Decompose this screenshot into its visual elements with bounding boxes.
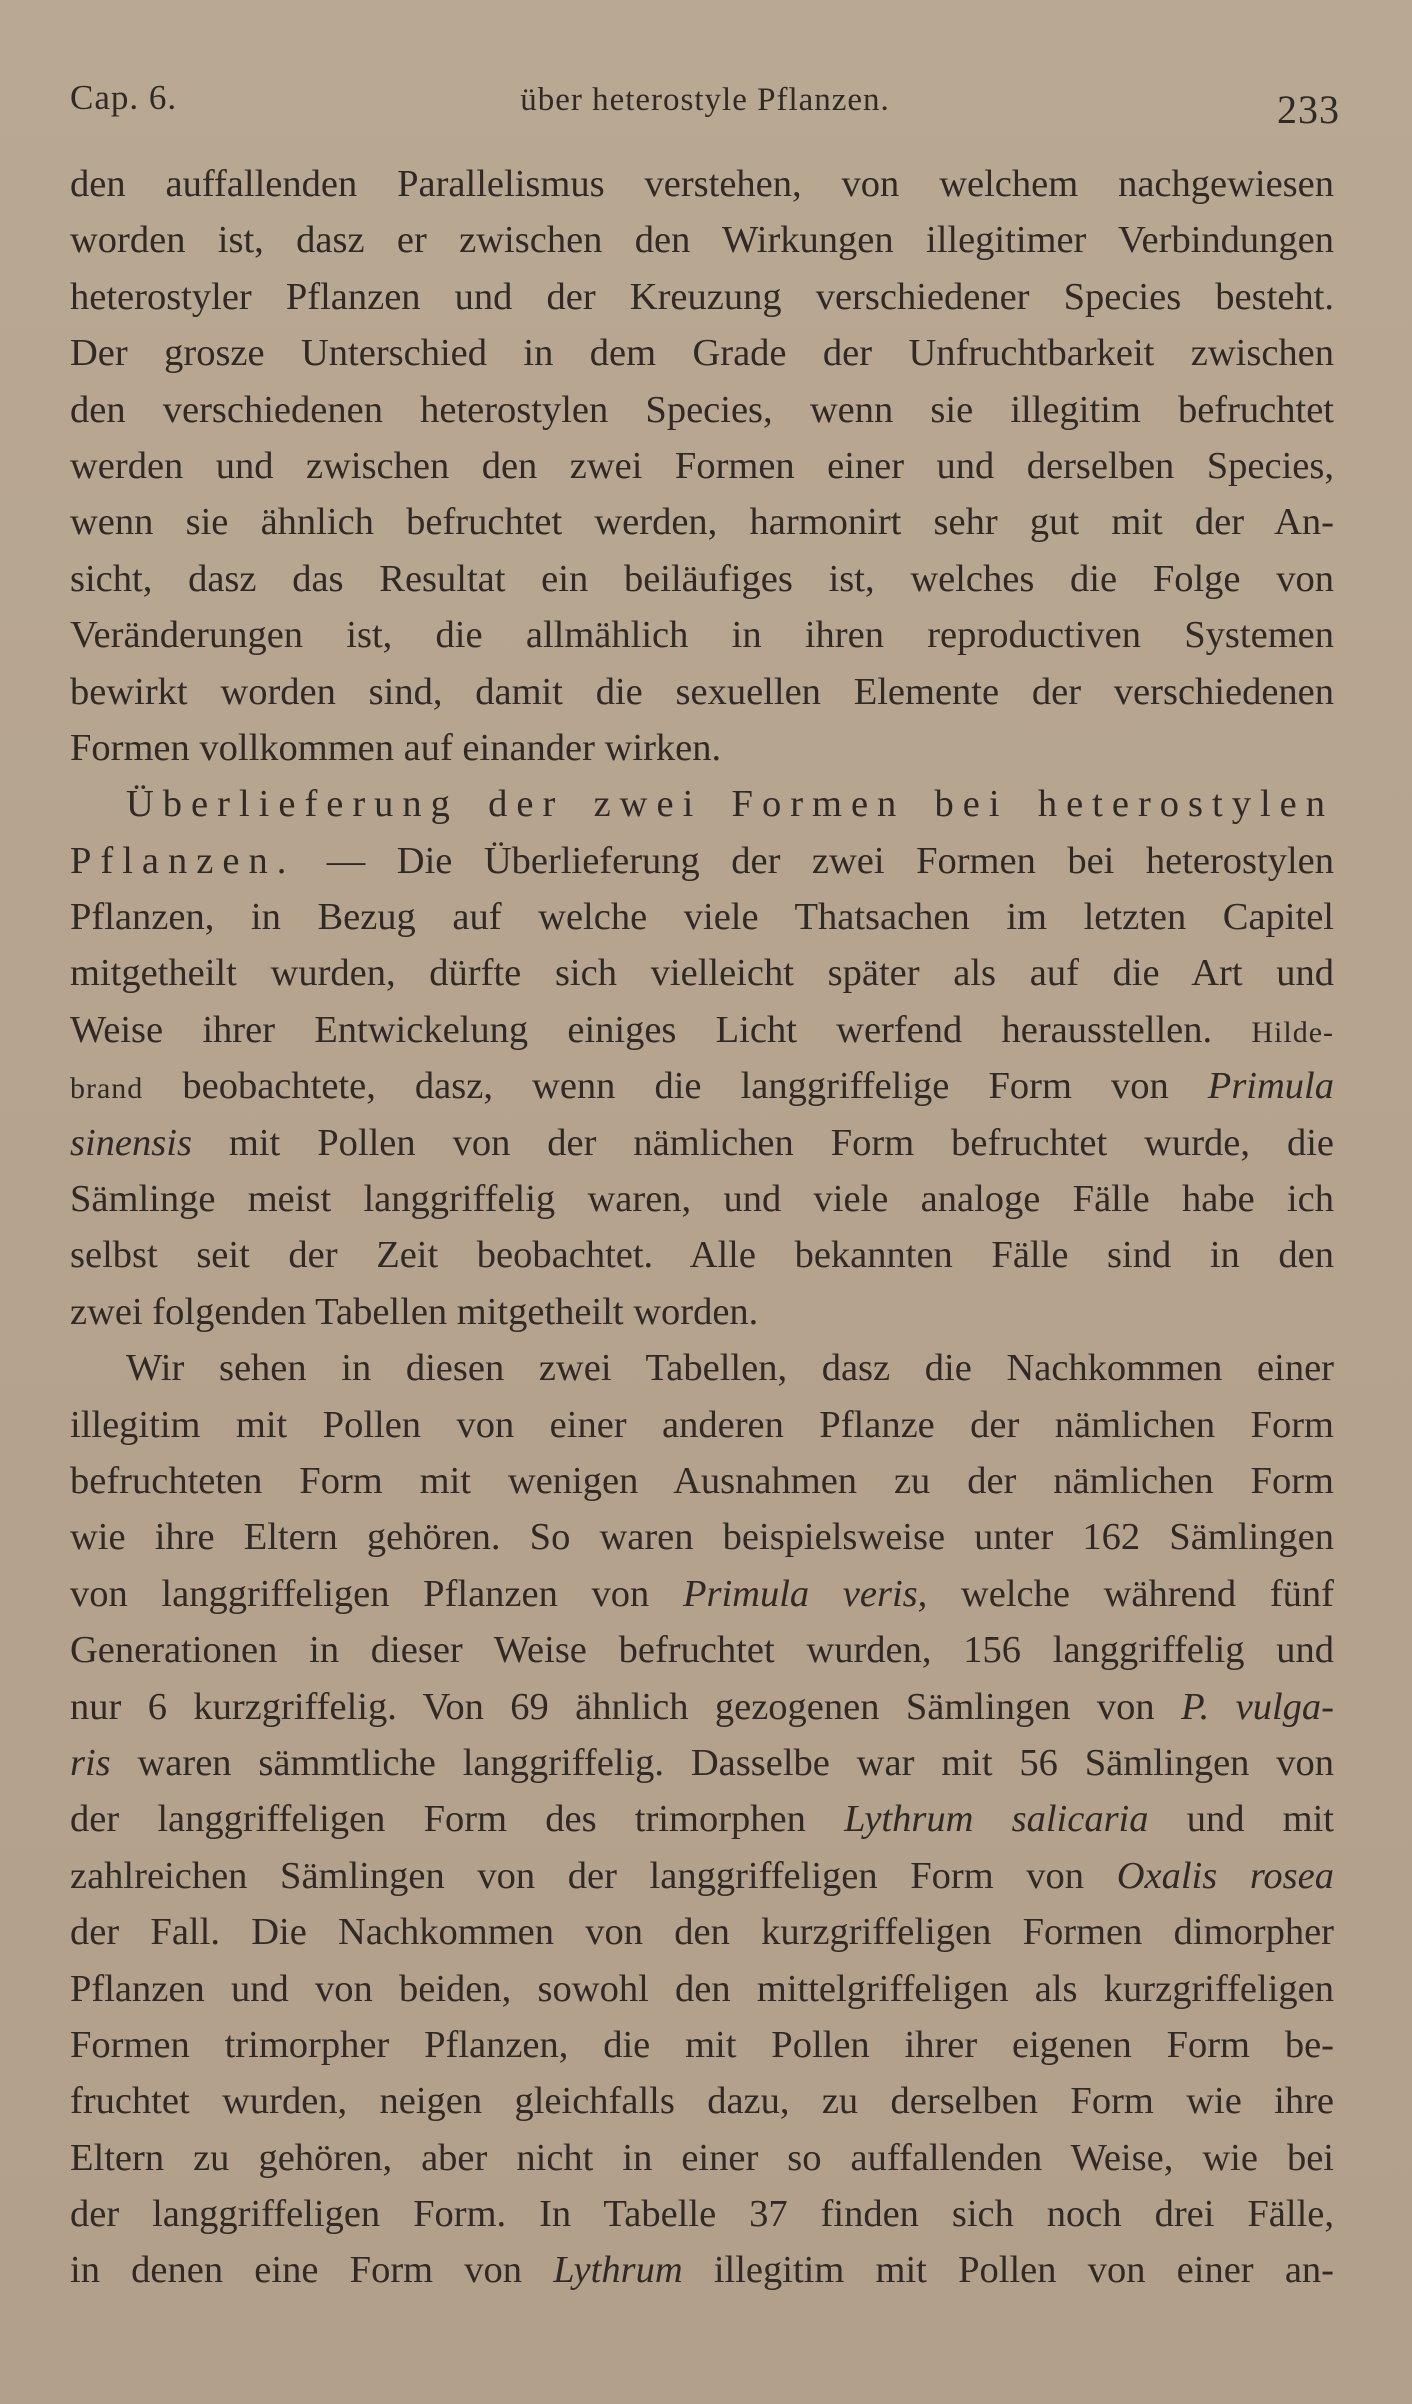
text-line: Veränderungen ist, die allmählich in ihren reproductiven Systemen [70,614,1334,657]
species-name: Lythrum [553,2249,683,2292]
text-line: sicht, dasz das Resultat ein beiläufiges ist, welches die Folge von [70,557,1334,600]
text-line: Der grosze Unterschied in dem Grade der Unfruchtbarkeit zwischen [70,332,1334,375]
text-line: zahlreichen Sämlingen von der langgriffeligen Form von Oxalis rosea [70,1854,1334,1897]
text-line: der langgriffeligen Form des trimorphen Lythrum salicaria und mit [70,1798,1334,1841]
text-line: Generationen in dieser Weise befruchtet wurden, 156 langgriffelig und [70,1629,1334,1672]
species-name: Primula veris, [682,1572,928,1615]
species-name: Oxalis rosea [1116,1854,1334,1897]
text-line: wie ihre Eltern gehören. So waren beispielsweise unter 162 Sämlingen [70,1516,1334,1559]
text-line: brand beobachtete, dasz, wenn die langgriffelige Form von Primula [70,1065,1334,1108]
text-line: Pflanzen. — Die Überlieferung der zwei Formen bei heterostylen [70,839,1334,882]
section-heading-end: Pflanzen. [70,839,296,882]
text-line: mitgetheilt wurden, dürfte sich vielleicht später als auf die Art und [70,952,1334,995]
species-name: sinensis [70,1121,192,1164]
species-name: P. vulga- [1181,1685,1334,1728]
section-heading: Überlieferung der zwei Formen bei heterostylen [126,783,1334,826]
section-heading-line [70,776,1334,832]
text-line: zwei folgenden Tabellen mitgetheilt worden. [70,1290,759,1333]
page-header [70,72,1340,132]
species-name: Lythrum salicaria [844,1798,1149,1841]
text-line: fruchtet wurden, neigen gleichfalls dazu, zu derselben Form wie ihre [70,2080,1334,2123]
text-line: der langgriffeligen Form. In Tabelle 37 finden sich noch drei Fälle, [70,2193,1334,2236]
page-number: 233 [1277,87,1340,132]
text-line: Weise ihrer Entwickelung einiges Licht werfend herausstellen. Hilde- [70,1008,1334,1051]
text-line: sinensis mit Pollen von der nämlichen Form befruchtet wurde, die [70,1121,1334,1164]
text-line: werden und zwischen den zwei Formen einer und derselben Species, [70,444,1334,487]
text-line: ris waren sämmtliche langgriffelig. Dasselbe war mit 56 Sämlingen von [70,1741,1334,1784]
text-line: nur 6 kurzgriffelig. Von 69 ähnlich gezogenen Sämlingen von P. vulga- [70,1685,1334,1728]
text-line: Sämlinge meist langgriffelig waren, und viele analoge Fälle habe ich [70,1178,1334,1221]
text-line: in denen eine Form von Lythrum illegitim mit Pollen von einer an- [70,2249,1334,2292]
text-line: selbst seit der Zeit beobachtet. Alle bekannten Fälle sind in den [70,1234,1334,1277]
text-line: Pflanzen und von beiden, sowohl den mittelgriffeligen als kurzgriffeligen [70,1967,1334,2010]
text-line: Formen trimorpher Pflanzen, die mit Pollen ihrer eigenen Form be- [70,2023,1334,2066]
running-title: über heterostyle Pflanzen. [520,82,890,118]
text-line: von langgriffeligen Pflanzen von Primula veris, welche während fünf [70,1572,1334,1615]
species-name: ris [70,1741,111,1784]
text-line: Pflanzen, in Bezug auf welche viele Thatsachen im letzten Capitel [70,896,1334,939]
text-line: Wir sehen in diesen zwei Tabellen, dasz die Nachkommen einer [126,1347,1334,1390]
text-line: der Fall. Die Nachkommen von den kurzgriffeligen Formen dimorpher [70,1911,1334,1954]
body-text [70,156,1334,2299]
species-name: Primula [1207,1065,1334,1108]
text-line: illegitim mit Pollen von einer anderen Pflanze der nämlichen Form [70,1403,1334,1446]
text-line: wenn sie ähnlich befruchtet werden, harmonirt sehr gut mit der An- [70,501,1334,544]
author-name: Hilde- [1251,1015,1334,1049]
text-line: den verschiedenen heterostylen Species, wenn sie illegitim befruchtet [70,388,1334,431]
text-line: bewirkt worden sind, damit die sexuellen Elemente der verschiedenen [70,670,1334,713]
text-line: befruchteten Form mit wenigen Ausnahmen zu der nämlichen Form [70,1459,1334,1502]
text-line: den auffallenden Parallelismus verstehen, von welchem nachgewiesen [70,163,1334,205]
text-line: Formen vollkommen auf einander wirken. [70,726,722,769]
author-name: brand [70,1072,144,1106]
chapter-label: Cap. 6. [70,78,178,117]
text-line: Eltern zu gehören, aber nicht in einer so auffallenden Weise, wie bei [70,2136,1334,2179]
text-line: worden ist, dasz er zwischen den Wirkungen illegitimer Verbindungen [70,219,1334,262]
text-line: heterostyler Pflanzen und der Kreuzung verschiedener Species besteht. [70,275,1334,318]
